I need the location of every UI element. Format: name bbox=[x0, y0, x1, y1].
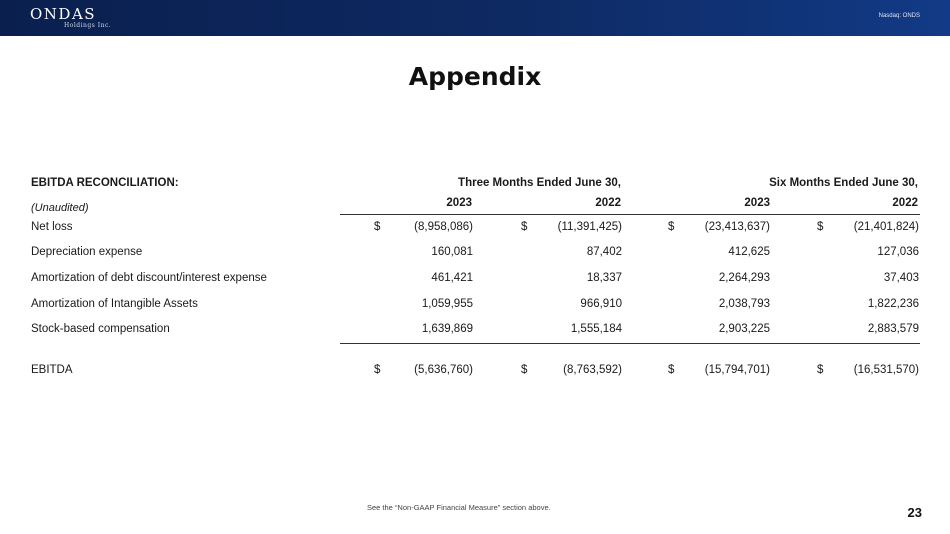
currency-symbol: $ bbox=[817, 221, 824, 233]
ticker-label: Nasdaq: ONDS bbox=[878, 13, 920, 19]
table-cell-value: (15,794,701) bbox=[704, 364, 770, 376]
currency-symbol: $ bbox=[521, 221, 528, 233]
table-cell-value: 412,625 bbox=[728, 246, 770, 258]
header-rule bbox=[340, 214, 920, 215]
year-header: 2023 bbox=[446, 197, 472, 209]
table-cell-value: 1,555,184 bbox=[570, 323, 622, 335]
table-cell-value: (8,763,592) bbox=[563, 364, 622, 376]
table-cell-value: 160,081 bbox=[431, 246, 473, 258]
table-cell-value: (8,958,086) bbox=[414, 221, 473, 233]
table-cell-value: 966,910 bbox=[580, 298, 622, 310]
period-group-three-months: Three Months Ended June 30, bbox=[458, 177, 621, 189]
table-subheading: (Unaudited) bbox=[31, 202, 89, 214]
table-cell-value: 37,403 bbox=[883, 272, 919, 284]
page-title: Appendix bbox=[408, 62, 542, 91]
row-label: Net loss bbox=[31, 221, 73, 233]
table-cell-value: 2,883,579 bbox=[867, 323, 919, 335]
table-cell-value: 18,337 bbox=[586, 272, 622, 284]
footnote: See the “Non-GAAP Financial Measure” section above. bbox=[367, 503, 551, 512]
currency-symbol: $ bbox=[668, 221, 675, 233]
row-label: Depreciation expense bbox=[31, 246, 143, 258]
table-cell-value: 127,036 bbox=[877, 246, 919, 258]
year-header: 2022 bbox=[595, 197, 621, 209]
table-heading: EBITDA RECONCILIATION: bbox=[31, 177, 179, 189]
page-number: 23 bbox=[907, 505, 922, 520]
year-header: 2023 bbox=[744, 197, 770, 209]
row-label: Amortization of debt discount/interest expense bbox=[31, 272, 267, 284]
row-label-total: EBITDA bbox=[31, 364, 73, 376]
table-cell-value: (23,413,637) bbox=[704, 221, 770, 233]
logo-subtitle: Holdings Inc. bbox=[64, 22, 112, 29]
table-cell-value: 1,639,869 bbox=[421, 323, 473, 335]
currency-symbol: $ bbox=[374, 364, 381, 376]
year-header: 2022 bbox=[892, 197, 918, 209]
table-cell-value: (5,636,760) bbox=[414, 364, 473, 376]
table-cell-value: 2,903,225 bbox=[718, 323, 770, 335]
table-cell-value: (16,531,570) bbox=[853, 364, 919, 376]
currency-symbol: $ bbox=[817, 364, 824, 376]
row-label: Amortization of Intangible Assets bbox=[31, 298, 198, 310]
row-label: Stock-based compensation bbox=[31, 323, 170, 335]
table-cell-value: (21,401,824) bbox=[853, 221, 919, 233]
total-rule bbox=[340, 343, 920, 344]
currency-symbol: $ bbox=[668, 364, 675, 376]
table-cell-value: 2,264,293 bbox=[718, 272, 770, 284]
table-cell-value: 87,402 bbox=[586, 246, 622, 258]
period-group-six-months: Six Months Ended June 30, bbox=[769, 177, 918, 189]
table-cell-value: 1,059,955 bbox=[421, 298, 473, 310]
table-cell-value: 2,038,793 bbox=[718, 298, 770, 310]
currency-symbol: $ bbox=[374, 221, 381, 233]
currency-symbol: $ bbox=[521, 364, 528, 376]
table-cell-value: (11,391,425) bbox=[557, 221, 622, 233]
table-cell-value: 461,421 bbox=[431, 272, 473, 284]
logo-wordmark: ONDAS bbox=[30, 5, 97, 23]
table-cell-value: 1,822,236 bbox=[867, 298, 919, 310]
